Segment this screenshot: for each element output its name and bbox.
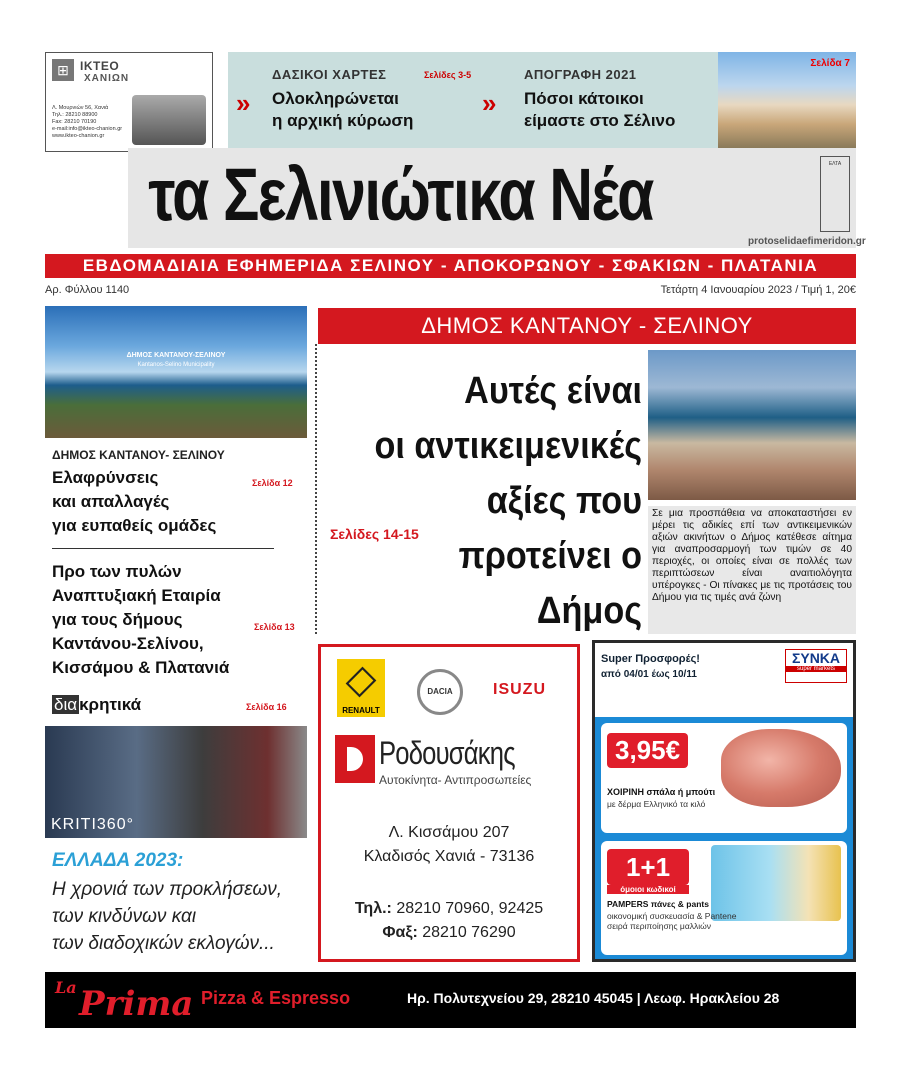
story2-page: Σελίδα 13 (254, 622, 295, 632)
kteo-fax: Fax: 28210 70190 (52, 119, 97, 125)
teaser-census[interactable] (524, 66, 724, 132)
prima-logo-la: La (55, 978, 77, 997)
teaser-headline-line: η αρχική κύρωση (272, 111, 414, 130)
fax-label: Φαξ: (382, 924, 418, 941)
main-summary: Σε μια προσπάθεια να αποκαταστήσει εν μέρει τις αδικίες επί των αντικειμενικών αξιών ακινήτων ο Δήμος κατέθεσε αίτημα για αναπροσαρμογή των τιμών σε 40 περιοχές, οι οποίες είναι σε πολλές των περιπτώσεων είναι αναιτιολόγητα υπέρογκες - Οι πίνακες με τις προτάσεις του Δήμου για τις τιμές ανά ζώνη (648, 506, 856, 634)
diak-part1: δια (54, 695, 78, 714)
text-line: Η χρονιά των προκλήσεων, (52, 879, 283, 900)
kteo-phone: Τηλ.: 28210 88900 (52, 112, 98, 118)
dotted-divider (315, 344, 317, 634)
story1-kicker: ΔΗΜΟΣ ΚΑΝΤΑΝΟΥ- ΣΕΛΙΝΟΥ (52, 448, 225, 462)
prima-tagline: Pizza & Espresso (201, 988, 351, 1008)
rodousakis-ad[interactable] (318, 644, 580, 962)
municipality-photo[interactable] (45, 306, 307, 438)
headline-line: για ευπαθείς ομάδες (52, 516, 217, 535)
meat-image (721, 729, 841, 807)
deal-pampers[interactable] (601, 841, 847, 955)
synka-dates: από 04/01 έως 10/11 (601, 669, 697, 680)
synka-logo-sub: super markets (786, 666, 846, 672)
chevron-right-icon: » (236, 88, 251, 118)
diakritika-logo[interactable] (52, 695, 141, 715)
teaser-forest-maps[interactable] (272, 66, 482, 132)
renault-label: RENAULT (342, 706, 380, 715)
date-price: Τετάρτη 4 Ιανουαρίου 2023 / Τιμή 1, 20€ (660, 284, 856, 296)
synka-logo (785, 649, 847, 683)
kteo-web: www.ikteo-chanion.gr (52, 133, 105, 139)
dacia-label: DACIA (427, 687, 453, 696)
photo-caption: ΔΗΜΟΣ ΚΑΝΤΑΝΟΥ-ΣΕΛΙΝΟΥ (126, 352, 226, 359)
section-banner: ΔΗΜΟΣ ΚΑΝΤΑΝΟΥ - ΣΕΛΙΝΟΥ (318, 308, 856, 344)
deal-title: ΧΟΙΡΙΝΗ σπάλα ή μπούτι (607, 787, 716, 797)
kteo-logo-icon: ⊞ (52, 59, 74, 81)
rodousakis-subtitle: Αυτοκίνητα- Αντιπροσωπείες (379, 773, 532, 787)
main-pages: Σελίδες 14-15 (330, 526, 419, 542)
teaser-kicker: ΔΑΣΙΚΟΙ ΧΑΡΤΕΣ (272, 67, 387, 82)
address-line: Κλαδισός Χανιά - 73136 (363, 848, 535, 865)
kriti360-logo: KRITI360° (51, 816, 134, 833)
headline-line: προτείνει ο Δήμος (458, 535, 642, 632)
deal-text: με δέρμα Ελληνικό τα κιλό (607, 799, 706, 809)
prima-logo: Prima (79, 984, 194, 1024)
issue-number: Αρ. Φύλλου 1140 (45, 284, 130, 296)
kteo-ad[interactable] (45, 52, 213, 152)
teaser-kicker: ΑΠΟΓΡΑΦΗ 2021 (524, 67, 637, 82)
deal-price: 3,95€ (607, 733, 688, 768)
teaser-headline-line: είμαστε στο Σέλινο (524, 111, 676, 130)
diak-page: Σελίδα 16 (246, 702, 287, 712)
teaser-headline (524, 88, 724, 132)
watermark: protoselidaefimeridon.gr (748, 236, 866, 247)
teaser-photo[interactable] (718, 52, 856, 148)
address-line: Λ. Κισσάμου 207 (388, 824, 510, 841)
deal-title: PAMPERS πάνες & pants (607, 899, 709, 909)
kteo-name: ΙΚΤΕΟ (80, 59, 120, 73)
story1-headline[interactable] (52, 466, 292, 538)
renault-diamond-icon (346, 667, 377, 698)
text-line: των κινδύνων και (52, 906, 197, 927)
kteo-contact (52, 105, 132, 140)
divider (52, 548, 274, 549)
headline-line: για τους δήμους (52, 610, 183, 629)
tel-value: 28210 70960, 92425 (396, 900, 544, 917)
bus-truck-image (132, 95, 206, 145)
teaser-photo-page: Σελίδα 7 (810, 58, 850, 69)
synka-logo-text: ΣΥΝΚΑ (791, 650, 841, 666)
renault-logo-icon (337, 659, 385, 717)
kteo-city: ΧΑΝΙΩΝ (84, 73, 130, 84)
main-headline[interactable] (361, 364, 642, 639)
headline-line: Ελαφρύνσεις (52, 468, 159, 487)
teaser-headline (272, 88, 482, 132)
isuzu-logo: ISUZU (493, 681, 546, 698)
rodousakis-address (321, 821, 577, 869)
headline-line: αξίες που (486, 480, 642, 522)
ellada-title[interactable]: ΕΛΛΑΔΑ 2023: (52, 850, 184, 871)
la-prima-ad[interactable] (45, 972, 856, 1028)
elta-label: ΕΛΤΑ (828, 161, 842, 167)
elta-stamp (820, 156, 850, 232)
headline-line: Καντάνου-Σελίνου, (52, 634, 204, 653)
rodousakis-name: Ροδουσάκης (379, 735, 515, 771)
politicians-photo[interactable] (45, 726, 307, 838)
ellada-text (52, 876, 302, 957)
headline-line: Προ των πυλών (52, 562, 182, 581)
headline-line: και απαλλαγές (52, 492, 170, 511)
synka-ad[interactable] (592, 640, 856, 962)
headline-line: Αναπτυξιακή Εταιρία (52, 586, 221, 605)
story1-page: Σελίδα 12 (252, 478, 293, 488)
teaser-headline-line: Ολοκληρώνεται (272, 89, 399, 108)
headline-line: οι αντικειμενικές (374, 425, 642, 467)
masthead-title: τα Σελινιώτικα Νέα (148, 153, 653, 236)
prima-address: Ηρ. Πολυτεχνείου 29, 28210 45045 | Λεωφ. Ηρακλείου 28 (407, 990, 780, 1006)
teaser-page: Σελίδες 3-5 (424, 70, 472, 80)
deal-pork[interactable] (601, 723, 847, 833)
synka-title: Super Προσφορές! (601, 653, 700, 665)
text-line: των διαδοχικών εκλογών... (52, 933, 275, 954)
tel-label: Τηλ.: (354, 900, 392, 917)
teaser-band (228, 52, 718, 148)
synka-header (595, 643, 853, 717)
headline-line: Αυτές είναι (464, 370, 642, 412)
deal-badge: όμοιοι κωδικοί (607, 885, 689, 894)
fax-value: 28210 76290 (422, 924, 516, 941)
kteo-email: e-mail:info@ikteo-chanion.gr (52, 126, 123, 132)
tagline-bar: ΕΒΔΟΜΑΔΙΑΙΑ ΕΦΗΜΕΡΙΔΑ ΣΕΛΙΝΟΥ - ΑΠΟΚΟΡΩΝΟΥ - ΣΦΑΚΙΩΝ - ΠΛΑΤΑΝΙΑ (45, 254, 856, 278)
rodousakis-d-logo-icon (335, 735, 375, 783)
photo-caption-sub: Kantanos-Selino Municipality (137, 362, 215, 368)
chevron-right-icon: » (482, 88, 497, 118)
story2-headline[interactable] (52, 560, 292, 680)
kteo-address: Λ. Μουρνιών 56, Χανιά (52, 105, 109, 111)
rodousakis-contact (321, 897, 577, 945)
diak-part2: κρητικά (79, 695, 142, 714)
pampers-image (711, 845, 841, 921)
dacia-logo-icon (417, 669, 463, 715)
teaser-headline-line: Πόσοι κάτοικοι (524, 89, 644, 108)
main-story-photo[interactable] (648, 350, 856, 500)
headline-line: Κισσάμου & Πλατανιά (52, 658, 230, 677)
deal-offer: 1+1 (607, 849, 689, 885)
deal-text: οικονομική συσκευασία & Pantene σειρά περιποίησης μαλλιών (607, 911, 737, 931)
